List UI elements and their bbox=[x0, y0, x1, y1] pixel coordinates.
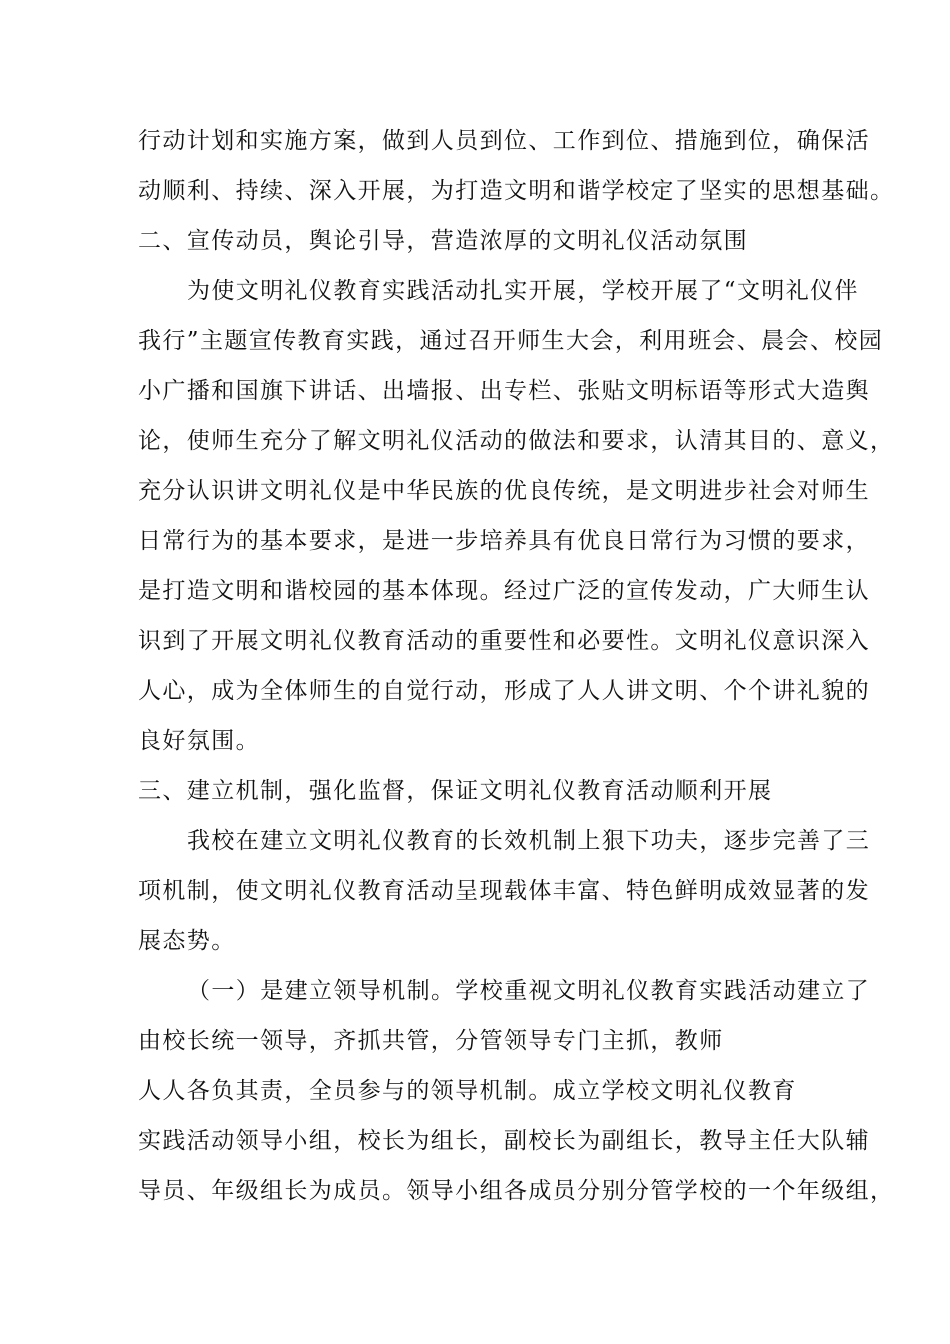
body-text-line: 项机制，使文明礼仪教育活动呈现载体丰富、特色鲜明成效显著的发 bbox=[138, 878, 870, 904]
body-text-line: 小广播和国旗下讲话、出墙报、出专栏、张贴文明标语等形式大造舆 bbox=[138, 378, 870, 404]
body-text-line: 人心，成为全体师生的自觉行动，形成了人人讲文明、个个讲礼貌的 bbox=[138, 678, 870, 704]
section-heading: 二、宣传动员，舆论引导，营造浓厚的文明礼仪活动氛围 bbox=[138, 228, 748, 254]
body-text-line: 识到了开展文明礼仪教育活动的重要性和必要性。文明礼仪意识深入 bbox=[138, 628, 870, 654]
section-heading: 三、建立机制，强化监督，保证文明礼仪教育活动顺利开展 bbox=[138, 778, 773, 804]
body-text-line: 导员、年级组长为成员。领导小组各成员分别分管学校的一个年级组， bbox=[138, 1178, 895, 1204]
body-text-line: 实践活动领导小组，校长为组长，副校长为副组长，教导主任大队辅 bbox=[138, 1128, 870, 1154]
body-text-line: 由校长统一领导，齐抓共管，分管领导专门主抓，教师 bbox=[138, 1028, 724, 1054]
body-text-line: 日常行为的基本要求，是进一步培养具有优良日常行为习惯的要求， bbox=[138, 528, 870, 554]
body-text-line: 展态势。 bbox=[138, 928, 236, 954]
body-text-line: 良好氛围。 bbox=[138, 728, 260, 754]
body-text-line: 人人各负其责，全员参与的领导机制。成立学校文明礼仪教育 bbox=[138, 1078, 797, 1104]
body-text-line: 行动计划和实施方案，做到人员到位、工作到位、措施到位，确保活 bbox=[138, 128, 870, 154]
body-text-line: 论，使师生充分了解文明礼仪活动的做法和要求，认清其目的、意义， bbox=[138, 428, 895, 454]
paragraph-first-line: （一）是建立领导机制。学校重视文明礼仪教育实践活动建立了 bbox=[187, 978, 871, 1004]
paragraph-first-line: 为使文明礼仪教育实践活动扎实开展，学校开展了“文明礼仪伴 bbox=[187, 278, 859, 304]
body-text-line: 动顺利、持续、深入开展，为打造文明和谐学校定了坚实的思想基础。 bbox=[138, 178, 895, 204]
body-text-line: 我行”主题宣传教育实践，通过召开师生大会，利用班会、晨会、校园 bbox=[138, 328, 884, 354]
paragraph-first-line: 我校在建立文明礼仪教育的长效机制上狠下功夫，逐步完善了三 bbox=[187, 828, 871, 854]
body-text-line: 充分认识讲文明礼仪是中华民族的优良传统，是文明进步社会对师生 bbox=[138, 478, 870, 504]
body-text-line: 是打造文明和谐校园的基本体现。经过广泛的宣传发动，广大师生认 bbox=[138, 578, 870, 604]
